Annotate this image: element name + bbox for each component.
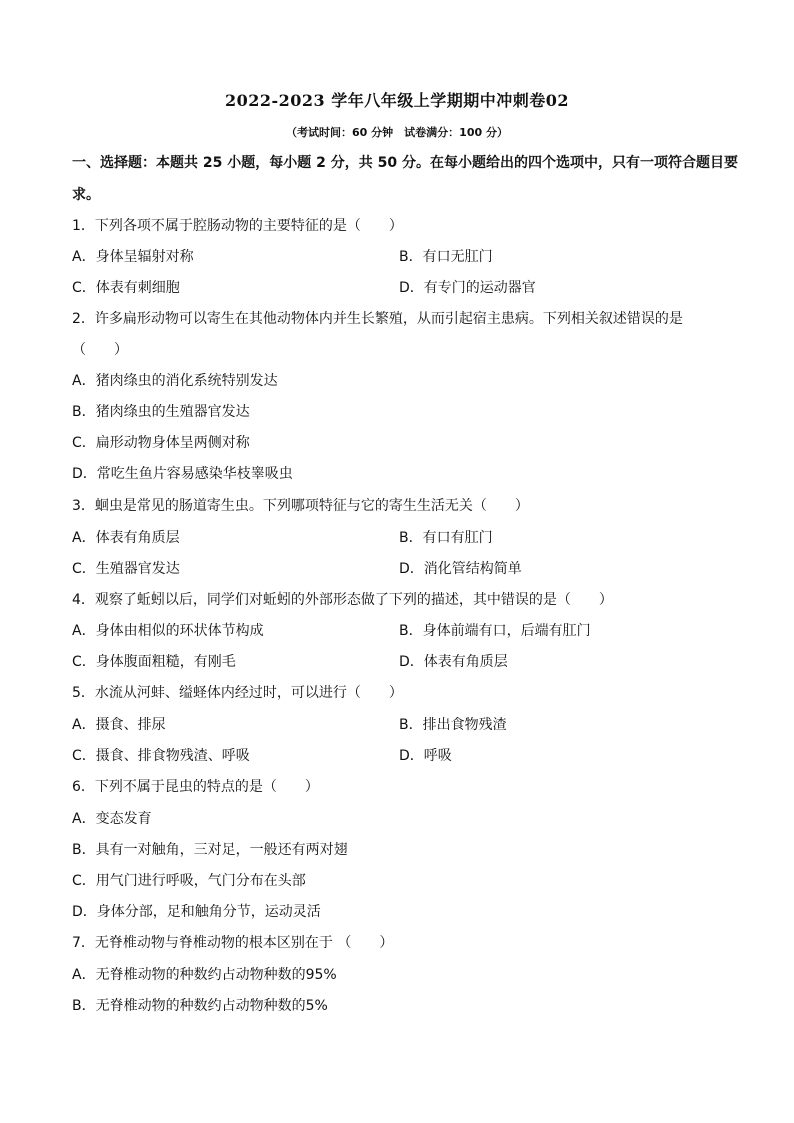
question-2-option-a: A．猪肉绦虫的消化系统特别发达 (72, 373, 278, 389)
exam-info: （考试时间：60 分钟 试卷满分：100 分） (286, 126, 508, 139)
question-2-stem-cont: （ ） (72, 342, 128, 358)
question-7-stem: 7．无脊椎动物与脊椎动物的根本区别在于 （ ） (72, 935, 394, 951)
question-3-option-b: B．有口有肛门 (399, 530, 493, 546)
question-6-option-a: A．变态发育 (72, 811, 152, 827)
question-6-option-b: B．具有一对触角，三对足，一般还有两对翅 (72, 842, 348, 858)
question-5-option-b: B．排出食物残渣 (399, 717, 507, 733)
question-5-option-c: C．摄食、排食物残渣、呼吸 (72, 748, 250, 764)
question-2-option-d: D．常吃生鱼片容易感染华枝睾吸虫 (72, 466, 293, 482)
question-6-option-d: D．身体分部，足和触角分节，运动灵活 (72, 904, 321, 920)
question-4-option-a: A．身体由相似的环状体节构成 (72, 623, 264, 639)
question-7-option-b: B．无脊椎动物的种数约占动物种数的5% (72, 998, 328, 1014)
question-2-stem: 2．许多扁形动物可以寄生在其他动物体内并生长繁殖，从而引起宿主患病。下列相关叙述错误的是 (72, 311, 683, 327)
question-1-option-d: D．有专门的运动器官 (399, 280, 536, 296)
question-4-stem: 4．观察了蚯蚓以后，同学们对蚯蚓的外部形态做了下列的描述，其中错误的是（ ） (72, 592, 613, 608)
question-3-option-d: D．消化管结构简单 (399, 561, 522, 577)
section-heading-cont: 求。 (72, 187, 100, 203)
question-5-stem: 5．水流从河蚌、缢蛏体内经过时，可以进行（ ） (72, 685, 403, 701)
question-2-option-c: C．扁形动物身体呈两侧对称 (72, 435, 250, 451)
question-6-option-c: C．用气门进行呼吸，气门分布在头部 (72, 873, 306, 889)
question-5-option-d: D．呼吸 (399, 748, 452, 764)
question-4-option-c: C．身体腹面粗糙，有刚毛 (72, 654, 236, 670)
question-3-option-a: A．体表有角质层 (72, 530, 180, 546)
question-2-option-b: B．猪肉绦虫的生殖器官发达 (72, 404, 250, 420)
question-5-option-a: A．摄食、排尿 (72, 717, 166, 733)
section-heading: 一、选择题：本题共 25 小题，每小题 2 分，共 50 分。在每小题给出的四个选项中，只有一项符合题目要 (72, 155, 738, 171)
question-1-option-a: A．身体呈辐射对称 (72, 249, 194, 265)
question-3-stem: 3．蛔虫是常见的肠道寄生虫。下列哪项特征与它的寄生生活无关（ ） (72, 498, 529, 514)
question-3-option-c: C．生殖器官发达 (72, 561, 180, 577)
question-4-option-b: B．身体前端有口，后端有肛门 (399, 623, 591, 639)
page-title: 2022-2023 学年八年级上学期期中冲刺卷02 (224, 91, 570, 110)
question-1-stem: 1．下列各项不属于腔肠动物的主要特征的是（ ） (72, 218, 403, 234)
question-4-option-d: D．体表有角质层 (399, 654, 508, 670)
question-6-stem: 6．下列不属于昆虫的特点的是（ ） (72, 779, 319, 795)
question-7-option-a: A．无脊椎动物的种数约占动物种数的95% (72, 967, 337, 983)
question-1-option-c: C．体表有刺细胞 (72, 280, 180, 296)
question-1-option-b: B．有口无肛门 (399, 249, 493, 265)
